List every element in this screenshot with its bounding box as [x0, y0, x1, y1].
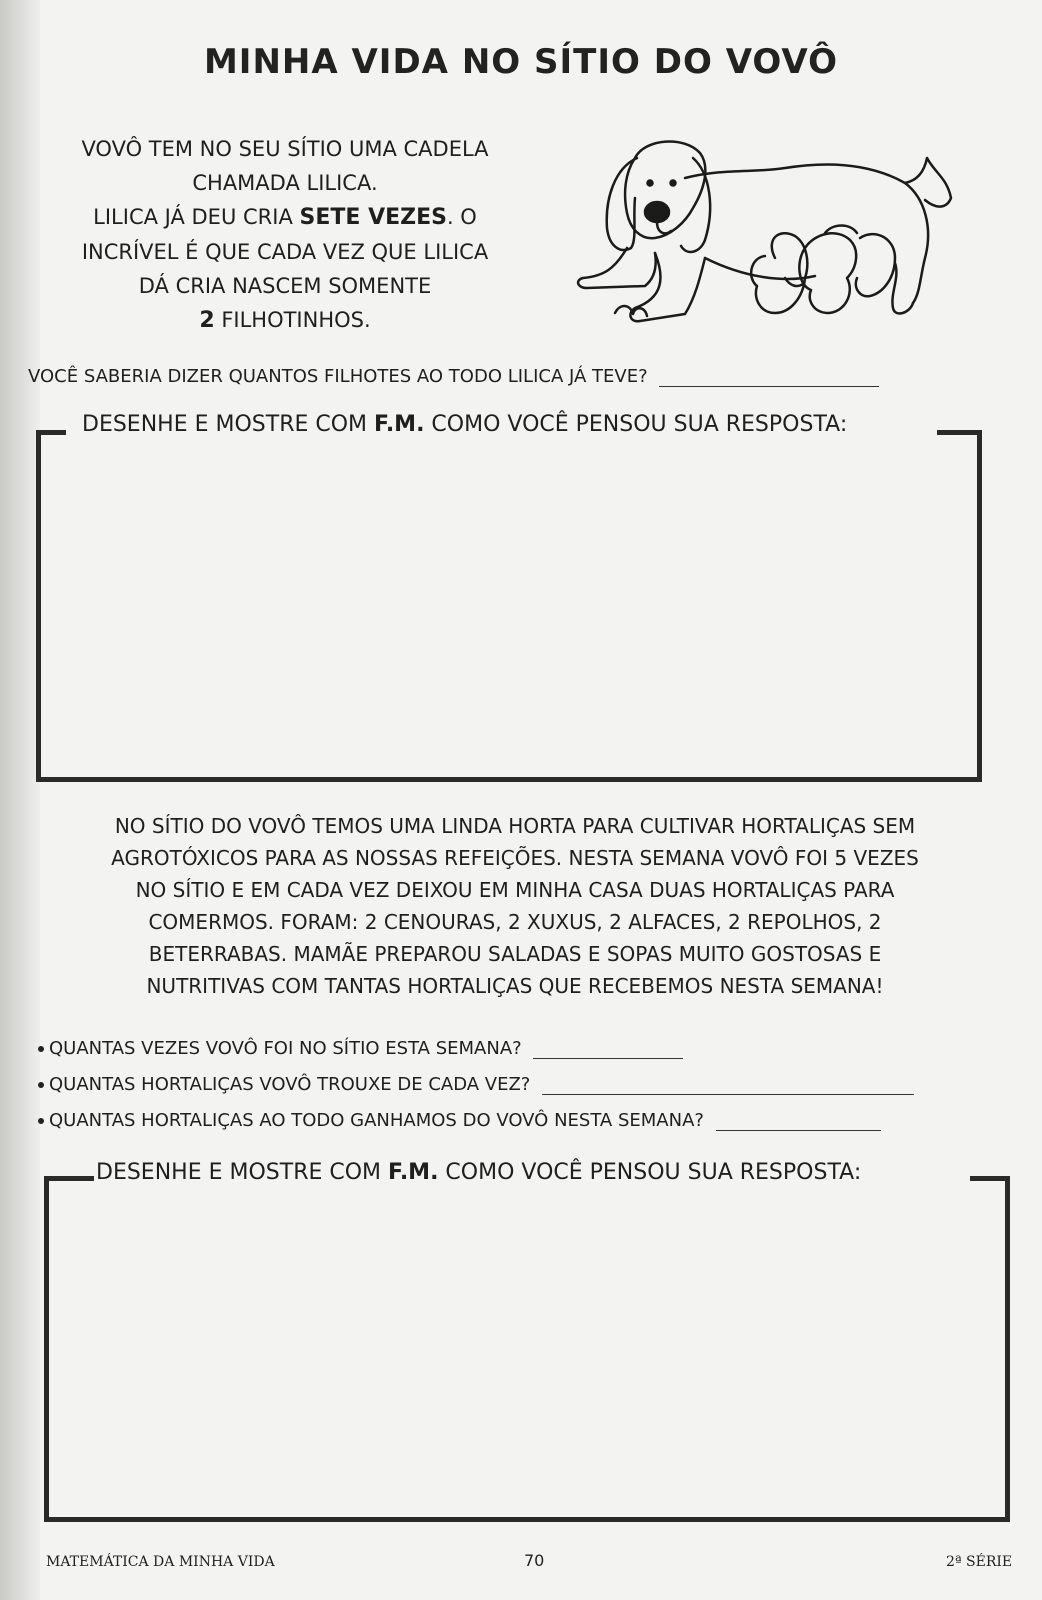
fm-emphasis: F.M. [388, 1160, 439, 1185]
box-label-text: COMO VOCÊ PENSOU SUA RESPOSTA: [424, 412, 848, 437]
box-top-border [36, 430, 66, 435]
vegetable-garden-paragraph [40, 810, 990, 1002]
intro-line: INCRÍVEL É QUE CADA VEZ QUE LILICA [81, 240, 489, 264]
dog-with-puppies-illustration [575, 128, 975, 348]
box-top-border [937, 430, 982, 435]
bullet-icon [38, 1046, 44, 1052]
fm-emphasis: F.M. [374, 412, 425, 437]
paragraph-line: NO SÍTIO DO VOVÔ TEMOS UMA LINDA HORTA PARA CULTIVAR HORTALIÇAS SEM [114, 814, 916, 838]
box-label-text: DESENHE E MOSTRE COM [82, 412, 375, 437]
question-text: VOCÊ SABERIA DIZER QUANTOS FILHOTES AO TODO LILICA JÁ TEVE? [28, 366, 648, 387]
intro-line [20, 200, 550, 235]
question-text: QUANTAS VEZES VOVÔ FOI NO SÍTIO ESTA SEMANA? [49, 1038, 522, 1059]
intro-text [20, 132, 550, 338]
question-text: QUANTAS HORTALIÇAS AO TODO GANHAMOS DO VOVÔ NESTA SEMANA? [49, 1110, 704, 1131]
answer-line[interactable] [659, 386, 879, 387]
drawing-box-2[interactable] [44, 1176, 1010, 1522]
question-total [38, 1110, 881, 1131]
question-puppies [28, 366, 1003, 387]
intro-text-span: FILHOTINHOS. [214, 308, 371, 332]
intro-text-span: . O [446, 205, 477, 229]
answer-line[interactable] [542, 1094, 914, 1095]
bullet-icon [38, 1118, 44, 1124]
question-visits [38, 1038, 683, 1059]
box-top-border [970, 1176, 1010, 1181]
box-top-border [44, 1176, 94, 1181]
paragraph-line: NUTRITIVAS COM TANTAS HORTALIÇAS QUE RECEBEMOS NESTA SEMANA! [146, 974, 884, 998]
box-label-1 [82, 412, 847, 437]
footer-grade: 2ª SÉRIE [946, 1554, 1013, 1570]
box-label-2 [96, 1160, 861, 1185]
paragraph-line: NO SÍTIO E EM CADA VEZ DEIXOU EM MINHA CASA DUAS HORTALIÇAS PARA [135, 878, 895, 902]
question-per-visit [38, 1074, 914, 1095]
page-title: MINHA VIDA NO SÍTIO DO VOVÔ [203, 42, 839, 82]
intro-line [20, 303, 550, 338]
intro-line: VOVÔ TEM NO SEU SÍTIO UMA CADELA [81, 137, 489, 161]
bullet-icon [38, 1082, 44, 1088]
question-text: QUANTAS HORTALIÇAS VOVÔ TROUXE DE CADA VEZ? [49, 1074, 531, 1095]
paragraph-line: BETERRABAS. MAMÃE PREPAROU SALADAS E SOPAS MUITO GOSTOSAS E [148, 942, 882, 966]
sete-vezes-emphasis: SETE VEZES [299, 205, 447, 230]
intro-text-span: LILICA JÁ DEU CRIA [93, 205, 300, 229]
box-label-text: DESENHE E MOSTRE COM [96, 1160, 389, 1185]
answer-line[interactable] [533, 1058, 683, 1059]
box-label-text: COMO VOCÊ PENSOU SUA RESPOSTA: [438, 1160, 862, 1185]
intro-line: DÁ CRIA NASCEM SOMENTE [138, 274, 432, 298]
footer-book-title: MATEMÁTICA DA MINHA VIDA [46, 1554, 275, 1570]
page-number: 70 [524, 1551, 545, 1570]
intro-line: CHAMADA LILICA. [192, 171, 378, 195]
number-two-emphasis: 2 [199, 308, 215, 333]
answer-line[interactable] [716, 1130, 881, 1131]
paragraph-line: COMERMOS. FORAM: 2 CENOURAS, 2 XUXUS, 2 ALFACES, 2 REPOLHOS, 2 [148, 910, 882, 934]
paragraph-line: AGROTÓXICOS PARA AS NOSSAS REFEIÇÕES. NESTA SEMANA VOVÔ FOI 5 VEZES [111, 846, 919, 870]
drawing-box-1[interactable] [36, 430, 982, 782]
